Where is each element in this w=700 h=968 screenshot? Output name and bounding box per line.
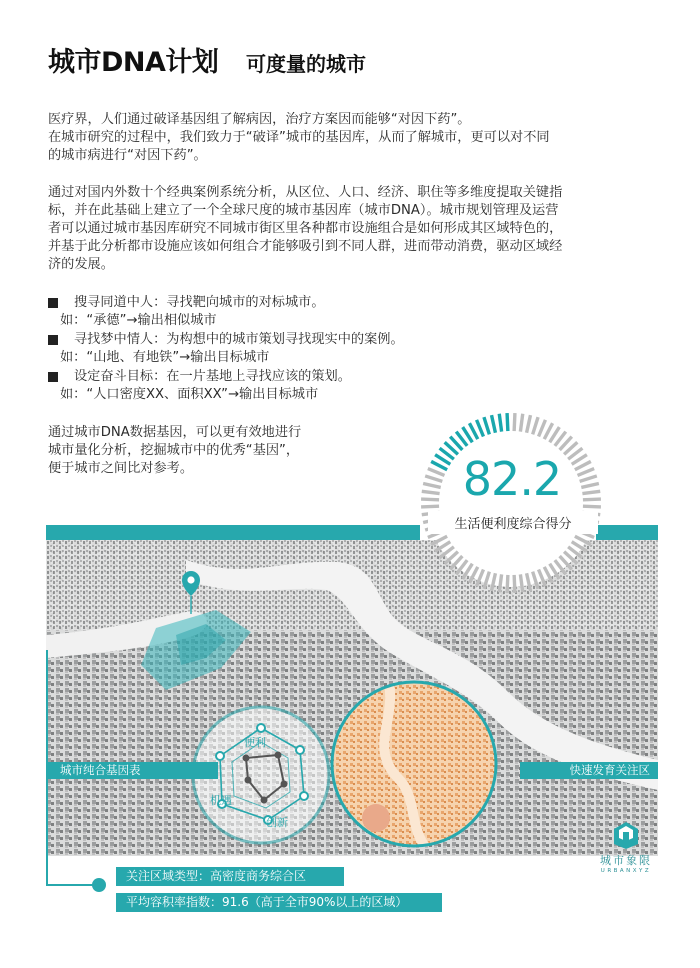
tag-homozygous-gene-table: 城市纯合基因表	[46, 762, 218, 779]
score-label: 生活便利度综合得分	[428, 511, 598, 534]
magnified-district-view	[328, 678, 500, 850]
summary-line: 通过城市DNA数据基因，可以更有效地进行	[48, 425, 302, 440]
method-line: 标，并在此基础上建立了一个全球尺度的城市基因库（城市DNA）。城市规划管理及运营	[48, 203, 559, 218]
square-bullet-icon	[48, 372, 58, 382]
callout-line	[46, 650, 48, 885]
map-top-bar	[46, 525, 420, 540]
method-line: 通过对国内外数十个经典案例系统分析，从区位、人口、经济、职住等多维度提取关键指	[48, 185, 563, 200]
tag-fast-growth-zone: 快速发育关注区	[520, 762, 658, 779]
summary-paragraph	[48, 424, 378, 478]
intro-line: 医疗界，人们通过破译基因组了解病因，治疗方案因而能够“对因下药”。	[48, 112, 471, 127]
summary-line: 城市量化分析，挖掘城市中的优秀“基因”，	[48, 443, 300, 458]
intro-line: 在城市研究的过程中，我们致力于“破译”城市的基因库，从而了解城市，更可以对不同	[48, 130, 550, 145]
radar-label-convenience: 便利	[244, 736, 266, 749]
square-bullet-icon	[48, 335, 58, 345]
callout-dot-icon	[92, 878, 106, 892]
radar-label-innovation: 创新	[266, 816, 288, 829]
page-title	[48, 40, 366, 79]
feature-text: 搜寻同道中人：寻找靶向城市的对标城市。	[74, 295, 325, 310]
square-bullet-icon	[48, 298, 58, 308]
logo-name: 城市象限	[600, 854, 652, 867]
callout-connector	[46, 884, 98, 886]
feature-text: 设定奋斗目标：在一片基地上寻找应该的策划。	[74, 368, 351, 384]
intro-paragraph	[48, 111, 658, 165]
feature-list	[48, 294, 648, 404]
feature-example: 如：“人口密度XX、面积XX”→输出目标城市	[60, 387, 319, 403]
brand-logo	[596, 820, 656, 874]
intro-line: 的城市病进行“对因下药”。	[48, 148, 207, 163]
title-subtitle: 可度量的城市	[245, 52, 366, 76]
info-far-index: 平均容积率指数：91.6（高于全市90%以上的区域）	[116, 893, 442, 912]
feature-example: 如：“山地、有地铁”→输出目标城市	[60, 350, 270, 366]
summary-line: 便于城市之间比对参考。	[48, 461, 194, 476]
method-line: 者可以通过城市基因库研究不同城市街区里各种都市设施组合是如何形成其区域特色的，	[48, 221, 563, 236]
score-value: 82.2	[462, 452, 562, 506]
feature-item	[48, 331, 648, 349]
method-line: 并基于此分析都市设施应该如何组合才能够吸引到不同人群，进而带动消费，驱动区域经	[48, 239, 563, 254]
feature-item	[48, 368, 648, 386]
feature-text: 寻找梦中情人：为构想中的城市策划寻找现实中的案例。	[74, 331, 404, 347]
city-logo-icon	[611, 820, 641, 850]
feature-example: 如：“承德”→输出相似城市	[60, 313, 217, 329]
info-zone-type: 关注区域类型：高密度商务综合区	[116, 867, 344, 886]
title-main: 城市DNA计划	[48, 47, 219, 78]
method-paragraph	[48, 184, 658, 274]
logo-en: URBANXYZ	[600, 868, 652, 874]
radar-label-opportunity: 机遇	[210, 794, 232, 807]
method-line: 济的发展。	[48, 257, 114, 272]
feature-item	[48, 294, 648, 312]
